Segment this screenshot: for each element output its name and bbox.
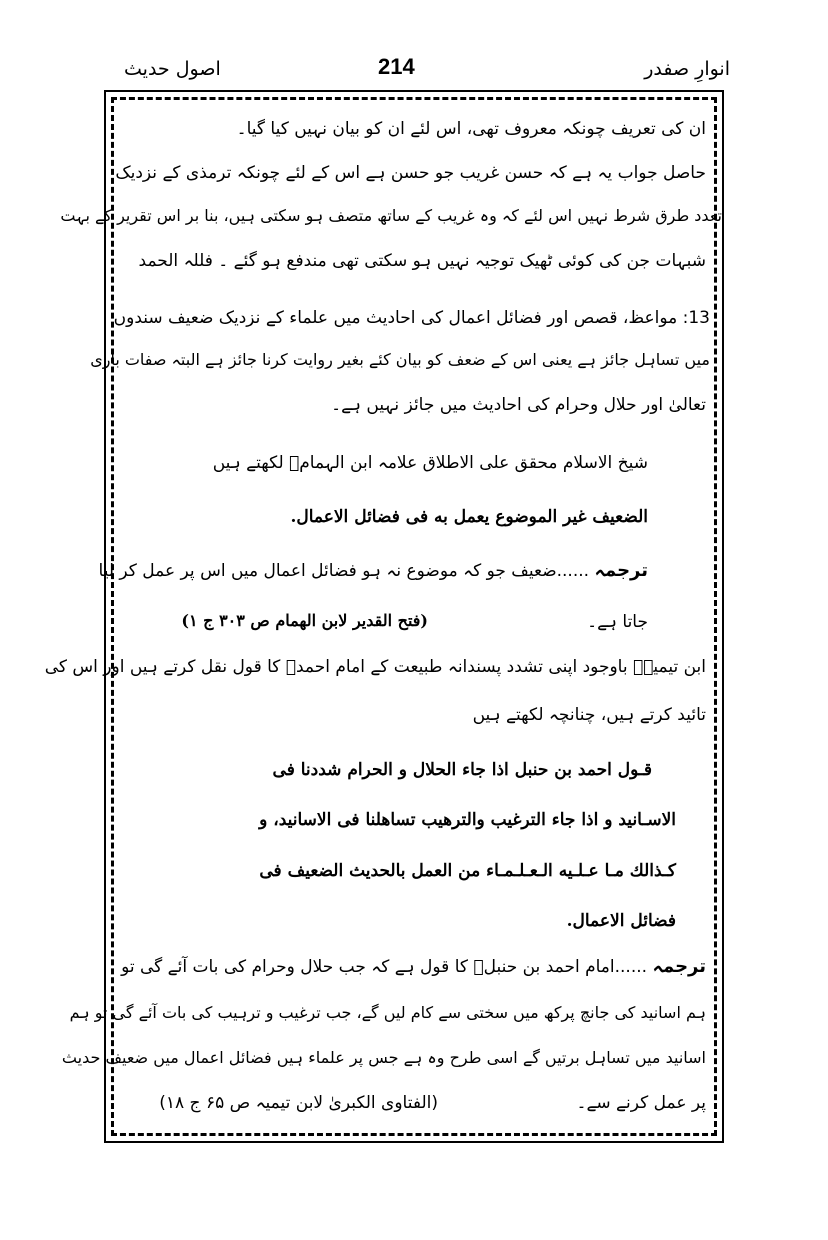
translation-label: ترجمہ xyxy=(594,560,648,581)
text-line: 13: مواعظ، قصص اور فضائل اعمال کی احادیث میں علماء کے نزدیک ضعیف سندوں xyxy=(113,308,710,328)
book-title: انوارِ صفدر xyxy=(644,58,730,80)
page-number: 214 xyxy=(378,54,415,79)
text-line: اسانید میں تساہل برتیں گے اسی طرح وہ ہے جس پر علماء ہیں فضائل اعمال میں ضعیف حدیث xyxy=(61,1048,706,1067)
translation-line xyxy=(121,956,706,977)
text-line: ابن تیمیہؒ باوجود اپنی تشدد پسندانہ طبیعت کے امام احمدؒ کا قول نقل کرتے ہیں اور اس کی xyxy=(44,657,706,677)
arabic-quote-line: فضائل الاعمال. xyxy=(566,911,676,931)
text-line: ان کی تعریف چونکہ معروف تھی، اس لئے ان کو بیان نہیں کیا گیا۔ xyxy=(236,119,706,139)
text-line: تائید کرتے ہیں، چنانچہ لکھتے ہیں xyxy=(472,705,706,725)
text-line: ہم اسانید کی جانچ پرکھ میں سختی سے کام لیں گے، جب ترغیب و ترہیب کی بات آئے گی تو ہم xyxy=(69,1003,706,1022)
translation-text: ......ضعیف جو کہ موضوع نہ ہو فضائل اعمال میں اس پر عمل کر لیا xyxy=(98,561,595,581)
arabic-quote: الضعيف غير الموضوع يعمل به فى فضائل الاعمال. xyxy=(290,507,648,527)
arabic-quote-line: قـول احمد بن حنبل اذا جاء الحلال و الحرام شددنا فى xyxy=(272,760,652,780)
text-line: پر عمل کرنے سے۔ xyxy=(576,1093,706,1113)
text-line: میں تساہل جائز ہے یعنی اس کے ضعف کو بیان کئے بغیر روایت کرنا جائز ہے البتہ صفات باری xyxy=(90,350,710,369)
text-line: تعدد طرق شرط نہیں اس لئے کہ وہ غریب کے ساتھ متصف ہو سکتی ہیں، بنا بر اس تقریر کے بہت xyxy=(60,206,722,225)
translation-end: جاتا ہے۔ xyxy=(587,612,648,632)
reference: (الفتاوی الکبریٰ لابن تیمیہ ص ۶۵ ج ۱۸) xyxy=(159,1093,438,1113)
author-intro: شیخ الاسلام محقق علی الاطلاق علامہ ابن الہمامؒ لکھتے ہیں xyxy=(212,453,648,473)
translation-line xyxy=(99,560,648,581)
translation-text: ......امام احمد بن حنبلؒ کا قول ہے کہ جب حلال وحرام کی بات آئے گی تو xyxy=(121,957,653,977)
text-line: شبہات جن کی کوئی ٹھیک توجیہ نہیں ہو سکتی تھی مندفع ہو گئے ۔ فللہ الحمد xyxy=(138,251,706,271)
arabic-quote-line: الاسـانيد و اذا جاء الترغيب والترهيب تساهلنا فى الاسانيد، و xyxy=(259,810,676,830)
arabic-quote-line: كـذالك مـا عـلـيه الـعـلـمـاء من العمل بالحديث الضعيف فى xyxy=(259,861,676,881)
reference: (فتح القدير لابن الهمام ص ۳۰۳ ج ۱) xyxy=(181,611,428,630)
text-line: تعالیٰ اور حلال وحرام کی احادیث میں جائز نہیں ہے۔ xyxy=(331,395,706,415)
translation-label: ترجمہ xyxy=(652,956,706,977)
page-header xyxy=(110,52,730,92)
text-line: حاصل جواب یہ ہے کہ حسن غریب جو حسن ہے اس کے لئے چونکہ ترمذی کے نزدیک xyxy=(115,163,706,183)
section-title: اصول حدیث xyxy=(124,58,221,80)
